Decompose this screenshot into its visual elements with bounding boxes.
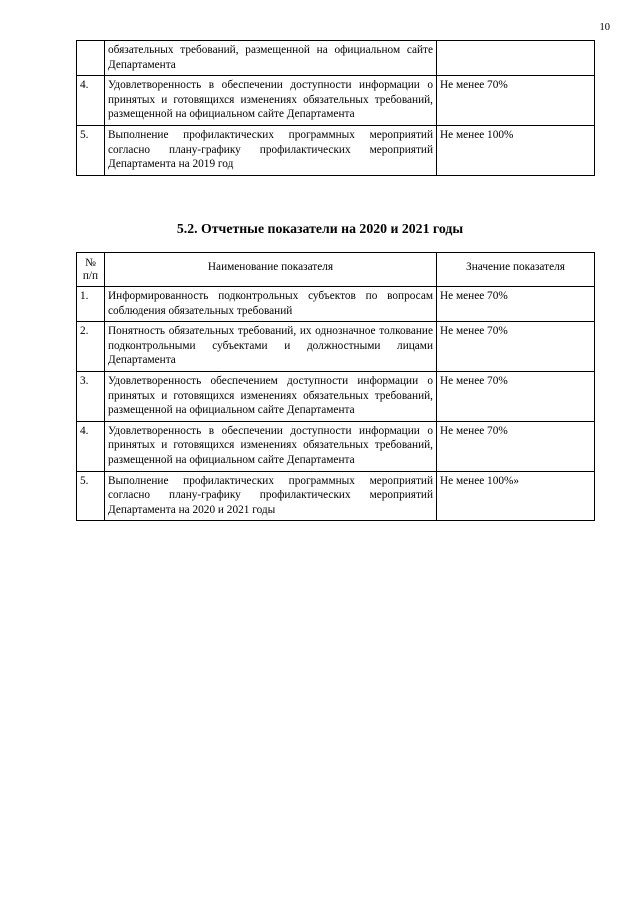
indicator-value: Не менее 70% <box>437 421 595 471</box>
table-row <box>77 41 595 76</box>
indicator-name: Выполнение профилактических программных мероприятий согласно плану-графику профилактических мероприятий Департамента на 2019 год <box>105 125 437 175</box>
table-row <box>77 421 595 471</box>
table-row <box>77 76 595 126</box>
row-number: 3. <box>77 371 105 421</box>
column-header-value: Значение показателя <box>437 253 595 287</box>
column-header-name: Наименование показателя <box>105 253 437 287</box>
indicator-value: Не менее 70% <box>437 76 595 126</box>
indicator-name: обязательных требований, размещенной на официальном сайте Департамента <box>105 41 437 76</box>
table-row <box>77 287 595 322</box>
indicator-value: Не менее 100%» <box>437 471 595 521</box>
row-number: 4. <box>77 421 105 471</box>
indicator-name: Выполнение профилактических программных мероприятий согласно плану-графику профилактических мероприятий Департамента на 2020 и 2021 годы <box>105 471 437 521</box>
indicator-value: Не менее 100% <box>437 125 595 175</box>
indicator-value: Не менее 70% <box>437 371 595 421</box>
column-header-number-line1: № <box>85 257 96 269</box>
page-number: 10 <box>599 22 610 33</box>
indicator-name: Удовлетворенность в обеспечении доступности информации о принятых и готовящихся изменениях обязательных требований, размещенной на официальном сайте Департамента <box>105 421 437 471</box>
indicator-name: Удовлетворенность в обеспечении доступности информации о принятых и готовящихся изменениях обязательных требований, размещенной на официальном сайте Департамента <box>105 76 437 126</box>
indicator-value: Не менее 70% <box>437 287 595 322</box>
table-row <box>77 471 595 521</box>
indicator-value <box>437 41 595 76</box>
row-number: 1. <box>77 287 105 322</box>
column-header-number <box>77 253 105 287</box>
row-number: 5. <box>77 125 105 175</box>
row-number: 5. <box>77 471 105 521</box>
column-header-number-line2: п/п <box>82 270 99 282</box>
section-heading: 5.2. Отчетные показатели на 2020 и 2021 годы <box>176 221 464 236</box>
indicators-table-2020-2021 <box>76 252 595 521</box>
indicators-table-2019-continued <box>76 40 595 176</box>
indicator-name: Информированность подконтрольных субъектов по вопросам соблюдения обязательных требований <box>105 287 437 322</box>
row-number: 4. <box>77 76 105 126</box>
indicator-name: Удовлетворенность обеспечением доступности информации о принятых и готовящихся изменениях обязательных требований, размещенной на официальном сайте Департамента <box>105 371 437 421</box>
table-header-row <box>77 253 595 287</box>
table-row <box>77 322 595 372</box>
row-number <box>77 41 105 76</box>
row-number: 2. <box>77 322 105 372</box>
table-row <box>77 125 595 175</box>
indicator-name: Понятность обязательных требований, их однозначное толкование подконтрольными субъектами и должностными лицами Департамента <box>105 322 437 372</box>
indicator-value: Не менее 70% <box>437 322 595 372</box>
table-row <box>77 371 595 421</box>
